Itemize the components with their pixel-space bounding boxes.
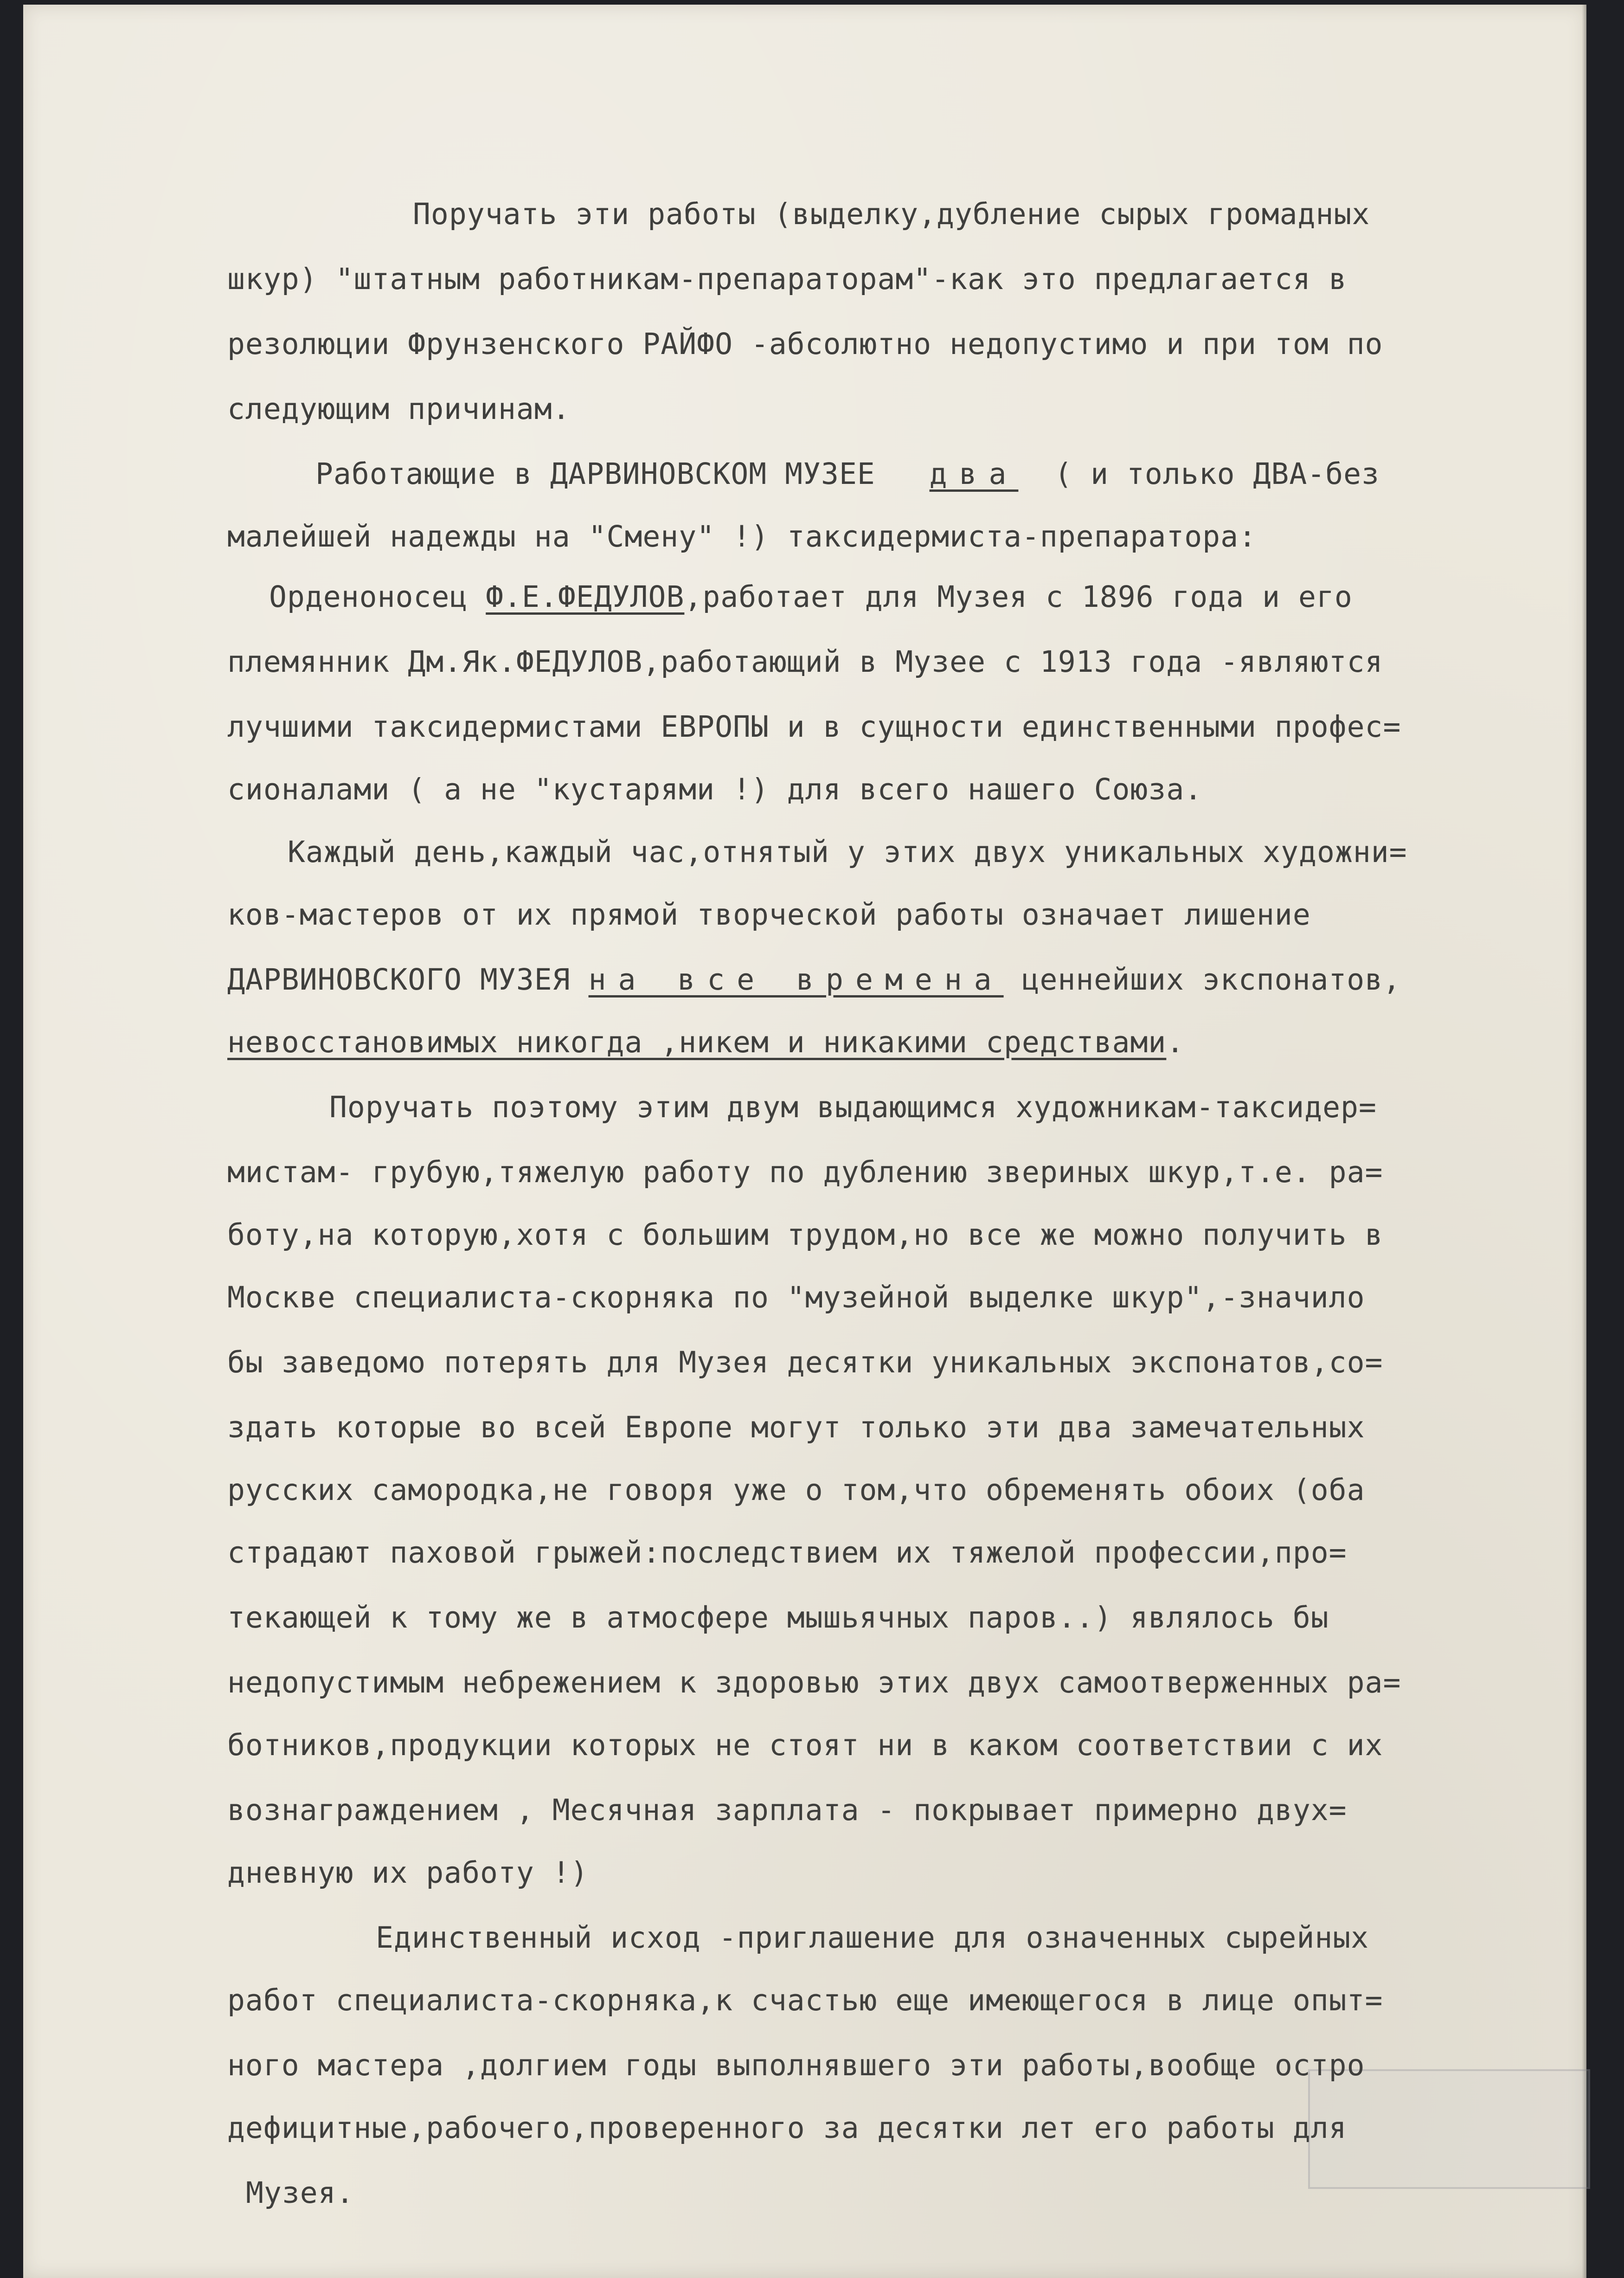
text-line: Поручать эти работы (выделку,дубление сырых громадных <box>413 197 1370 231</box>
text-line: страдают паховой грыжей:последствием их тяжелой профессии,про= <box>227 1536 1347 1570</box>
text-line: следующим причинам. <box>227 392 571 426</box>
document-body <box>23 5 1586 2278</box>
text-segment: ценнейших экспонатов, <box>1021 963 1401 997</box>
text-line: вознаграждением , Месячная зарплата - покрывает примерно двух= <box>227 1793 1347 1827</box>
text-line: мистам- грубую,тяжелую работу по дублению звериных шкур,т.е. ра= <box>227 1155 1383 1189</box>
typewritten-page <box>23 5 1586 2278</box>
text-line: Музея. <box>246 2176 354 2210</box>
text-segment: ДАРВИНОВСКОГО МУЗЕЯ <box>227 963 571 997</box>
text-line: ботников,продукции которых не стоят ни в каком соответствии с их <box>227 1728 1383 1762</box>
text-line: ков-мастеров от их прямой творческой работы означает лишение <box>227 898 1311 932</box>
text-line: недопустимым небрежением к здоровью этих двух самоотверженных ра= <box>227 1666 1401 1699</box>
text-line: малейшей надежды на "Смену" !) таксидермиста-препаратора: <box>227 520 1257 553</box>
text-segment: ,работает для Музея с 1896 года и его <box>684 580 1353 614</box>
text-segment: Работающие в ДАРВИНОВСКОМ МУЗЕЕ <box>315 457 875 491</box>
emphasis-spaced: на все времена <box>588 963 1004 997</box>
text-line: сионалами ( а не "кустарями !) для всего нашего Союза. <box>227 772 1203 806</box>
text-line: здать которые во всей Европе могут только эти два замечательных <box>227 1410 1365 1444</box>
text-segment: ( и только ДВА-без <box>1054 457 1380 491</box>
text-line <box>227 963 1401 997</box>
text-segment: . <box>1166 1025 1185 1059</box>
text-line <box>227 1025 1185 1059</box>
text-line: боту,на которую,хотя с большим трудом,но все же можно получить в <box>227 1218 1383 1252</box>
emphasis-phrase: невосстановимых никогда ,никем и никакими средствами <box>227 1025 1167 1059</box>
text-line: дефицитные,рабочего,проверенного за десятки лет его работы для <box>227 2111 1347 2145</box>
text-line: Каждый день,каждый час,отнятый у этих двух уникальных художни= <box>288 835 1407 869</box>
text-line: шкур) "штатным работникам-препараторам"-как это предлагается в <box>227 262 1347 296</box>
text-segment: Орденоносец <box>269 580 468 614</box>
text-line <box>315 459 1380 489</box>
emphasis-name: Ф.Е.ФЕДУЛОВ <box>486 580 685 614</box>
emphasis-spaced: два <box>929 457 1019 491</box>
text-line: ного мастера ,долгием годы выполнявшего эти работы,вообще остро <box>227 2048 1365 2082</box>
text-line: русских самородка,не говоря уже о том,что обременять обоих (оба <box>227 1473 1365 1507</box>
text-line: Единственный исход -приглашение для означенных сырейных <box>376 1921 1369 1955</box>
text-line <box>269 580 1353 614</box>
text-line: работ специалиста-скорняка,к счастью еще имеющегося в лице опыт= <box>227 1983 1383 2017</box>
text-line: племянник Дм.Як.ФЕДУЛОВ,работающий в Музее с 1913 года -являются <box>227 645 1383 679</box>
text-line: текающей к тому же в атмосфере мышьячных паров..) являлось бы <box>227 1601 1329 1634</box>
text-line: дневную их работу !) <box>227 1856 589 1890</box>
text-line: Москве специалиста-скорняка по "музейной выделке шкур",-значило <box>227 1281 1365 1314</box>
text-line: бы заведомо потерять для Музея десятки уникальных экспонатов,со= <box>227 1345 1383 1379</box>
text-line: лучшими таксидермистами ЕВРОПЫ и в сущности единственными профес= <box>227 710 1401 744</box>
text-line: резолюции Фрунзенского РАЙФО -абсолютно недопустимо и при том по <box>227 327 1383 361</box>
text-line: Поручать поэтому этим двум выдающимся художникам-таксидер= <box>329 1090 1377 1124</box>
